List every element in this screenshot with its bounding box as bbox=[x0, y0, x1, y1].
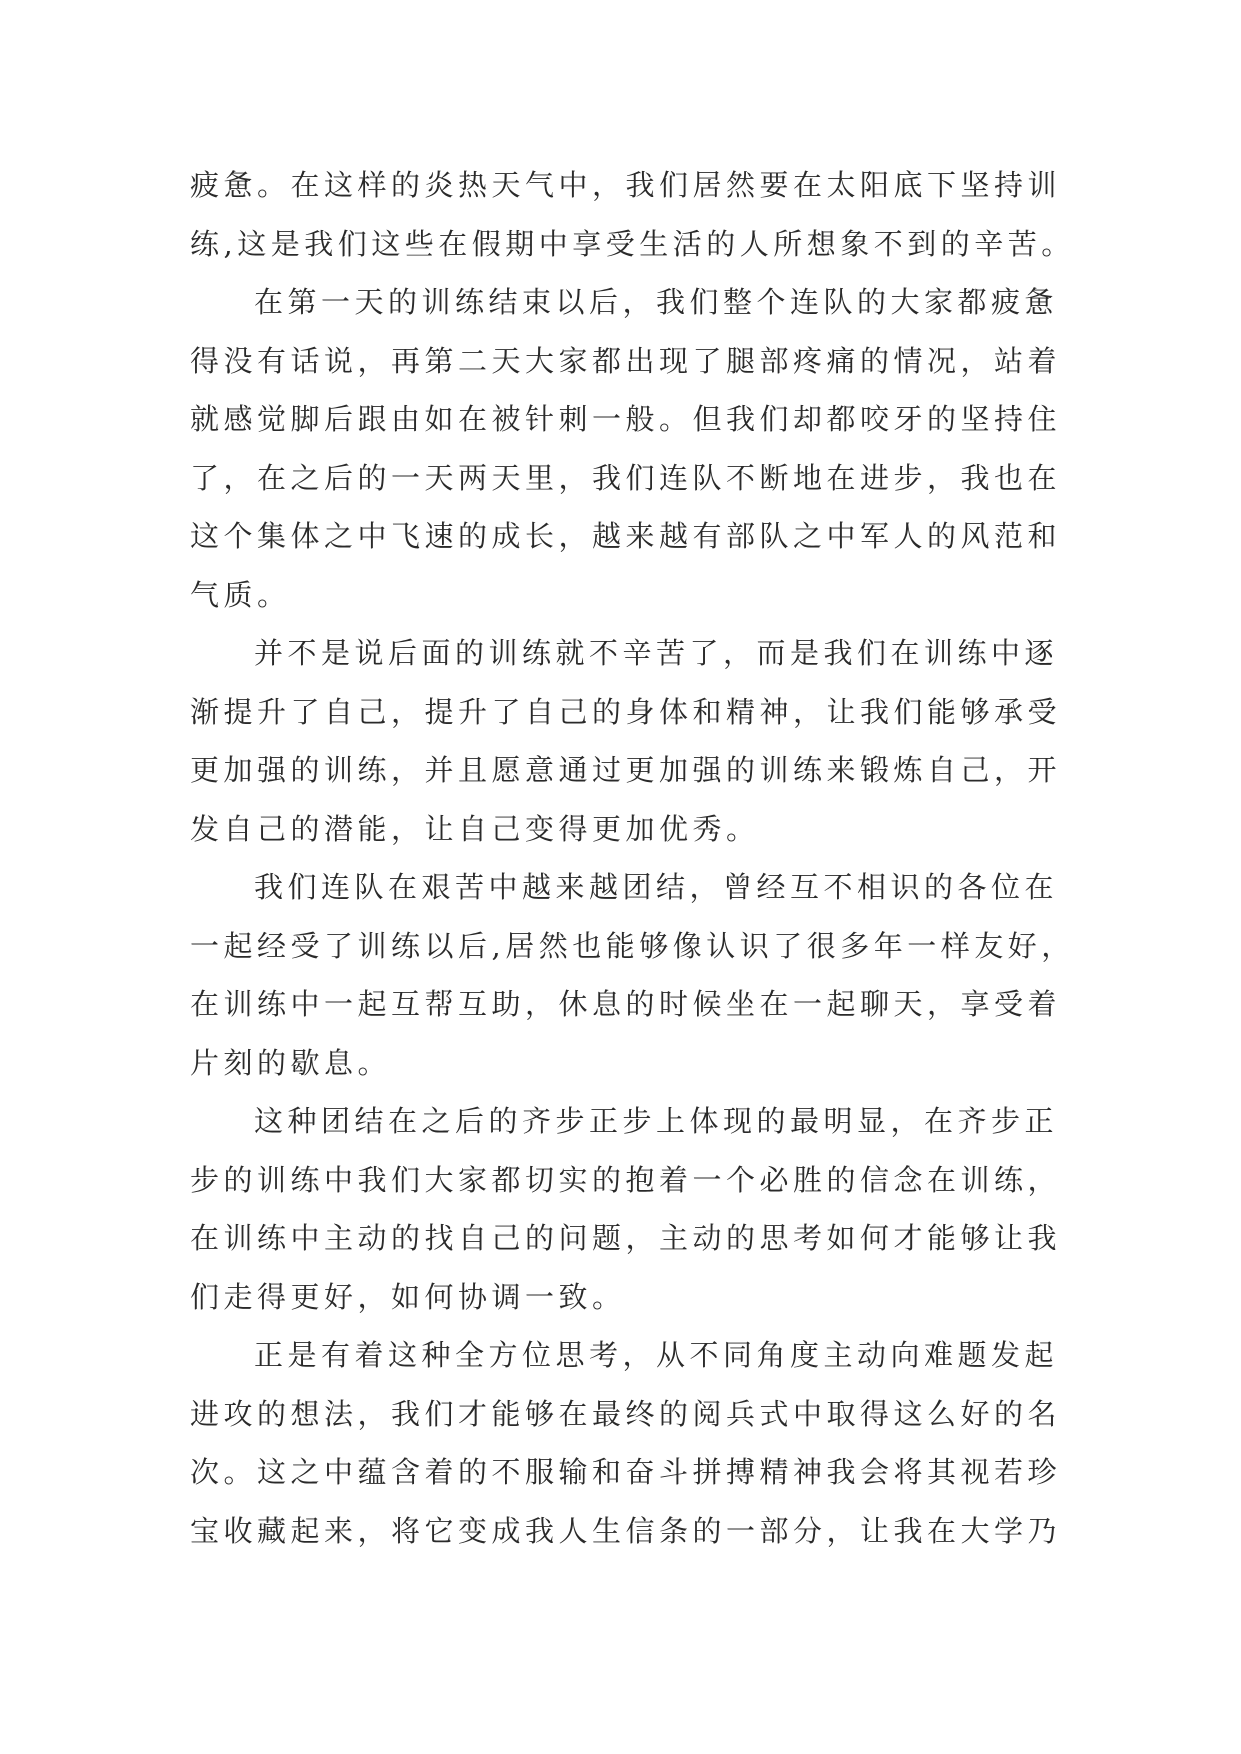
text-line: 这个集体之中飞速的成长，越来越有部队之中军人的风范和 bbox=[190, 519, 1062, 553]
body-text bbox=[190, 156, 1075, 1560]
text-line: 发自己的潜能，让自己变得更加优秀。 bbox=[190, 811, 760, 846]
text-line: 更加强的训练，并且愿意通过更加强的训练来锻炼自己，开 bbox=[190, 753, 1062, 787]
text-line: 们走得更好，如何协调一致。 bbox=[190, 1279, 626, 1314]
text-line: 渐提升了自己，提升了自己的身体和精神，让我们能够承受 bbox=[190, 694, 1062, 729]
text-line: 在训练中一起互帮互助，休息的时候坐在一起聊天，享受着 bbox=[190, 987, 1062, 1021]
paragraph bbox=[190, 1326, 1070, 1560]
text-line: 进攻的想法，我们才能够在最终的阅兵式中取得这么好的名 bbox=[190, 1396, 1062, 1431]
paragraph bbox=[190, 858, 1075, 1092]
text-line: 了，在之后的一天两天里，我们连队不断地在进步，我也在 bbox=[190, 460, 1062, 495]
paragraph bbox=[190, 273, 1070, 624]
text-line: 次。这之中蕴含着的不服输和奋斗拼搏精神我会将其视若珍 bbox=[190, 1455, 1062, 1489]
text-line: 并不是说后面的训练就不辛苦了，而是我们在训练中逐 bbox=[254, 636, 1059, 670]
text-line: 气质。 bbox=[190, 577, 291, 612]
text-line: 得没有话说，再第二天大家都出现了腿部疼痛的情况，站着 bbox=[190, 343, 1062, 378]
text-line: 步的训练中我们大家都切实的抱着一个必胜的信念在训练， bbox=[190, 1162, 1062, 1197]
text-line: 一起经受了训练以后,居然也能够像认识了很多年一样友好， bbox=[190, 928, 1075, 963]
text-line: 正是有着这种全方位思考，从不同角度主动向难题发起 bbox=[254, 1338, 1059, 1372]
text-line: 练,这是我们这些在假期中享受生活的人所想象不到的辛苦。 bbox=[190, 226, 1075, 261]
paragraph bbox=[190, 624, 1070, 858]
text-line: 疲惫。在这样的炎热天气中，我们居然要在太阳底下坚持训 bbox=[190, 168, 1062, 202]
text-line: 在第一天的训练结束以后，我们整个连队的大家都疲惫 bbox=[254, 285, 1059, 319]
text-line: 片刻的歇息。 bbox=[190, 1045, 392, 1080]
paragraph bbox=[190, 1092, 1070, 1326]
text-line: 宝收藏起来，将它变成我人生信条的一部分，让我在大学乃 bbox=[190, 1513, 1062, 1548]
text-line: 在训练中主动的找自己的问题，主动的思考如何才能够让我 bbox=[190, 1221, 1062, 1255]
text-line: 就感觉脚后跟由如在被针刺一般。但我们却都咬牙的坚持住 bbox=[190, 402, 1062, 436]
paragraph bbox=[190, 156, 1075, 273]
text-line: 这种团结在之后的齐步正步上体现的最明显，在齐步正 bbox=[254, 1104, 1059, 1138]
text-line: 我们连队在艰苦中越来越团结，曾经互不相识的各位在 bbox=[254, 870, 1059, 904]
